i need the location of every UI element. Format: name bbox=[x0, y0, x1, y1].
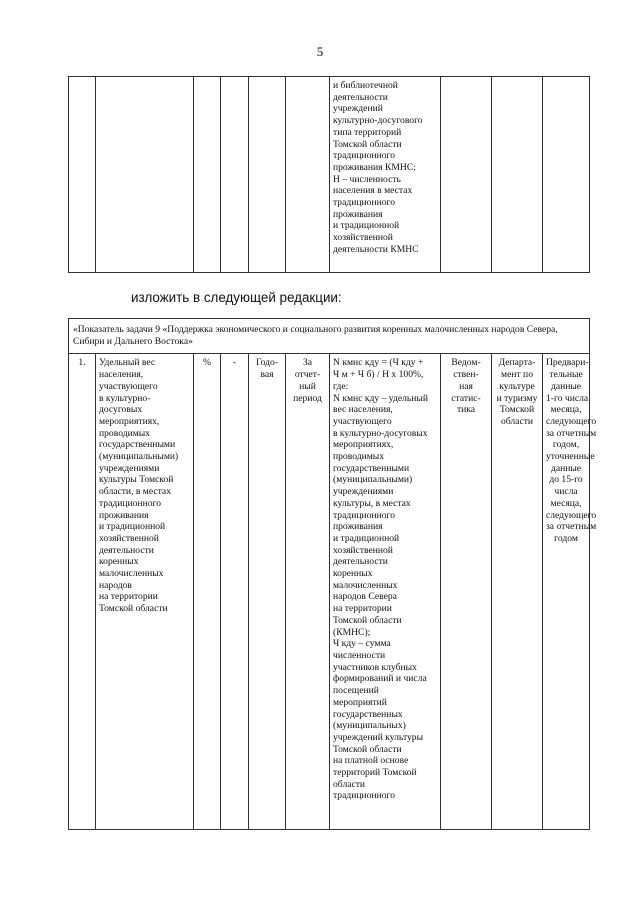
text-line: культурно-досугового bbox=[333, 115, 423, 127]
text-line: тика bbox=[456, 404, 476, 416]
text-line: Ч м + Ч б) / Н х 100%, bbox=[333, 369, 424, 381]
prev-cell-method bbox=[441, 77, 492, 273]
prev-cell-direction bbox=[221, 77, 249, 273]
text-line: государственными bbox=[333, 462, 410, 474]
periodicity-text bbox=[252, 357, 282, 380]
text-line: досуговых bbox=[99, 404, 143, 416]
text-line: за отчетным bbox=[546, 521, 597, 533]
text-line: хозяйственной bbox=[333, 544, 393, 556]
text-line: мероприятиях, bbox=[333, 439, 394, 451]
text-line: деятельности КМНС bbox=[333, 243, 419, 255]
text-line: учреждений культуры bbox=[333, 731, 424, 743]
table-row bbox=[69, 354, 590, 830]
text-line: За bbox=[302, 357, 313, 369]
text-line: участвующего bbox=[99, 380, 158, 392]
indicator-table bbox=[68, 318, 597, 830]
text-line: Томской bbox=[499, 404, 535, 416]
text-line: годом bbox=[554, 532, 578, 544]
text-line: отчет- bbox=[294, 369, 321, 381]
text-line: данные bbox=[550, 380, 582, 392]
text-line: Удельный вес bbox=[99, 357, 156, 369]
text-line: населения, bbox=[99, 369, 144, 381]
text-line: Предвари- bbox=[546, 357, 589, 369]
method-text bbox=[444, 357, 488, 416]
text-line: проводимых bbox=[333, 451, 385, 463]
text-line: области, в местах bbox=[99, 486, 171, 498]
text-line: 1-го числа bbox=[546, 392, 589, 404]
text-line: и туризму bbox=[496, 392, 538, 404]
text-line: проживания КМНС; bbox=[333, 161, 416, 173]
text-line: хозяйственной bbox=[99, 532, 159, 544]
text-line: мероприятий bbox=[333, 696, 387, 708]
prev-cell-number bbox=[69, 77, 96, 273]
text-line: годом, bbox=[552, 439, 580, 451]
text-line: ствен- bbox=[453, 369, 479, 381]
prev-cell-periodicity bbox=[249, 77, 286, 273]
text-line: Ведом- bbox=[451, 357, 481, 369]
text-line: традиционного bbox=[333, 197, 396, 209]
text-line: месяца, bbox=[550, 404, 582, 416]
text-line: (муниципальными) bbox=[99, 451, 179, 463]
text-line: данные bbox=[550, 462, 582, 474]
text-line: следующего bbox=[546, 415, 597, 427]
text-line: деятельности bbox=[99, 544, 154, 556]
text-line: традиционного bbox=[333, 150, 396, 162]
text-line: традиционного bbox=[333, 790, 396, 802]
indicator-name bbox=[96, 354, 194, 830]
text-line: учреждений bbox=[333, 103, 383, 115]
time-text bbox=[289, 357, 326, 404]
text-line: тельные bbox=[549, 369, 583, 381]
formula-text bbox=[333, 357, 437, 802]
text-line: мент по bbox=[501, 369, 533, 381]
text-line: типа территорий bbox=[333, 126, 402, 138]
text-line: и традиционной bbox=[333, 220, 400, 232]
indicator-name-text bbox=[99, 357, 190, 614]
prev-cell-name bbox=[96, 77, 194, 273]
prev-cell-time bbox=[286, 77, 330, 273]
text-line: на территории bbox=[99, 591, 158, 603]
text-line: численности bbox=[333, 649, 386, 661]
text-line: традиционного bbox=[333, 509, 396, 521]
text-line: населения в местах bbox=[333, 185, 413, 197]
text-line: территорий Томской bbox=[333, 767, 417, 779]
text-line: проживания bbox=[99, 509, 149, 521]
text-line: мероприятиях, bbox=[99, 415, 160, 427]
text-line: Ч кду – сумма bbox=[333, 638, 391, 650]
text-line: и библиотечной bbox=[333, 80, 398, 91]
text-line: ный bbox=[299, 380, 316, 392]
page-number: 5 bbox=[316, 44, 324, 59]
text-line: участников клубных bbox=[333, 661, 417, 673]
text-line: N кмнс кду – удельный bbox=[333, 392, 428, 404]
text-line: Томской области bbox=[333, 138, 402, 150]
text-line: Годо- bbox=[255, 357, 279, 369]
text-line: Департа- bbox=[498, 357, 536, 369]
text-line: Н – численность bbox=[333, 173, 401, 185]
text-line: области bbox=[500, 415, 534, 427]
data-timing-cell bbox=[543, 354, 597, 830]
direction-cell: - bbox=[221, 354, 249, 830]
prev-cell-formula bbox=[330, 77, 441, 273]
text-line: коренных bbox=[99, 556, 139, 568]
text-line: малочисленных bbox=[333, 579, 398, 591]
responsible-text bbox=[495, 357, 539, 427]
data-timing-text bbox=[546, 357, 597, 544]
text-line: (муниципальными) bbox=[333, 474, 413, 486]
text-line: проживания bbox=[333, 521, 383, 533]
text-line: культуры, в местах bbox=[333, 497, 411, 509]
responsible-cell bbox=[492, 354, 543, 830]
text-line: малочисленных bbox=[99, 568, 164, 580]
text-line: следующего bbox=[546, 509, 597, 521]
formula-cell bbox=[330, 354, 441, 830]
text-line: месяца, bbox=[550, 497, 582, 509]
text-line: проживания bbox=[333, 208, 383, 220]
periodicity-cell bbox=[249, 354, 286, 830]
table-caption: «Показатель задачи 9 «Поддержка экономического и социального развития коренных малочисленных народов Севера, Сибири и Дальнего Востока» bbox=[69, 319, 590, 354]
text-line: до 15-го bbox=[549, 474, 583, 486]
method-cell bbox=[441, 354, 492, 830]
text-line: культуре bbox=[499, 380, 535, 392]
text-line: уточненные bbox=[546, 451, 595, 463]
text-line: статис- bbox=[451, 392, 481, 404]
text-line: учреждениями bbox=[333, 486, 394, 498]
text-line: посещений bbox=[333, 685, 379, 697]
text-line: хозяйственной bbox=[333, 232, 393, 244]
prev-cell-unit bbox=[194, 77, 221, 273]
text-line: ная bbox=[459, 380, 473, 392]
text-line: и традиционной bbox=[99, 521, 166, 533]
text-line: где: bbox=[333, 380, 349, 392]
text-line: в культурно-досуговых bbox=[333, 427, 428, 439]
text-line: народов Севера bbox=[333, 591, 397, 603]
text-line: области bbox=[333, 778, 366, 790]
text-line: (КМНС); bbox=[333, 626, 371, 638]
text-line: государственных bbox=[333, 708, 403, 720]
previous-table-fragment bbox=[68, 76, 590, 273]
unit-cell: % bbox=[194, 354, 221, 830]
row-number: 1. bbox=[69, 354, 96, 830]
prev-cell-responsible bbox=[492, 77, 543, 273]
text-line: участвующего bbox=[333, 415, 392, 427]
text-line: за отчетным bbox=[546, 427, 597, 439]
text-line: период bbox=[293, 392, 322, 404]
prev-formula-text bbox=[333, 80, 437, 256]
text-line: вая bbox=[260, 369, 274, 381]
text-line: и традиционной bbox=[333, 532, 400, 544]
text-line: в культурно- bbox=[99, 392, 151, 404]
text-line: вес населения, bbox=[333, 404, 393, 416]
text-line: на платной основе bbox=[333, 755, 409, 767]
text-line: деятельности bbox=[333, 556, 388, 568]
text-line: Томской области bbox=[99, 603, 168, 615]
text-line: коренных bbox=[333, 568, 373, 580]
text-line: N кмнс кду = (Ч кду + bbox=[333, 357, 424, 369]
text-line: числа bbox=[554, 486, 578, 498]
text-line: Томской области bbox=[333, 743, 402, 755]
text-line: государственными bbox=[99, 439, 176, 451]
prev-cell-timing bbox=[543, 77, 590, 273]
text-line: культуры Томской bbox=[99, 474, 174, 486]
text-line: деятельности bbox=[333, 91, 388, 103]
text-line: народов bbox=[99, 579, 132, 591]
instruction-text: изложить в следующей редакции: bbox=[131, 290, 342, 305]
text-line: формирований и числа bbox=[333, 673, 427, 685]
text-line: традиционного bbox=[99, 497, 162, 509]
text-line: учреждениями bbox=[99, 462, 160, 474]
text-line: на территории bbox=[333, 603, 392, 615]
text-line: (муниципальных) bbox=[333, 720, 406, 732]
text-line: проводимых bbox=[99, 427, 151, 439]
time-cell bbox=[286, 354, 330, 830]
text-line: Томской области bbox=[333, 614, 402, 626]
